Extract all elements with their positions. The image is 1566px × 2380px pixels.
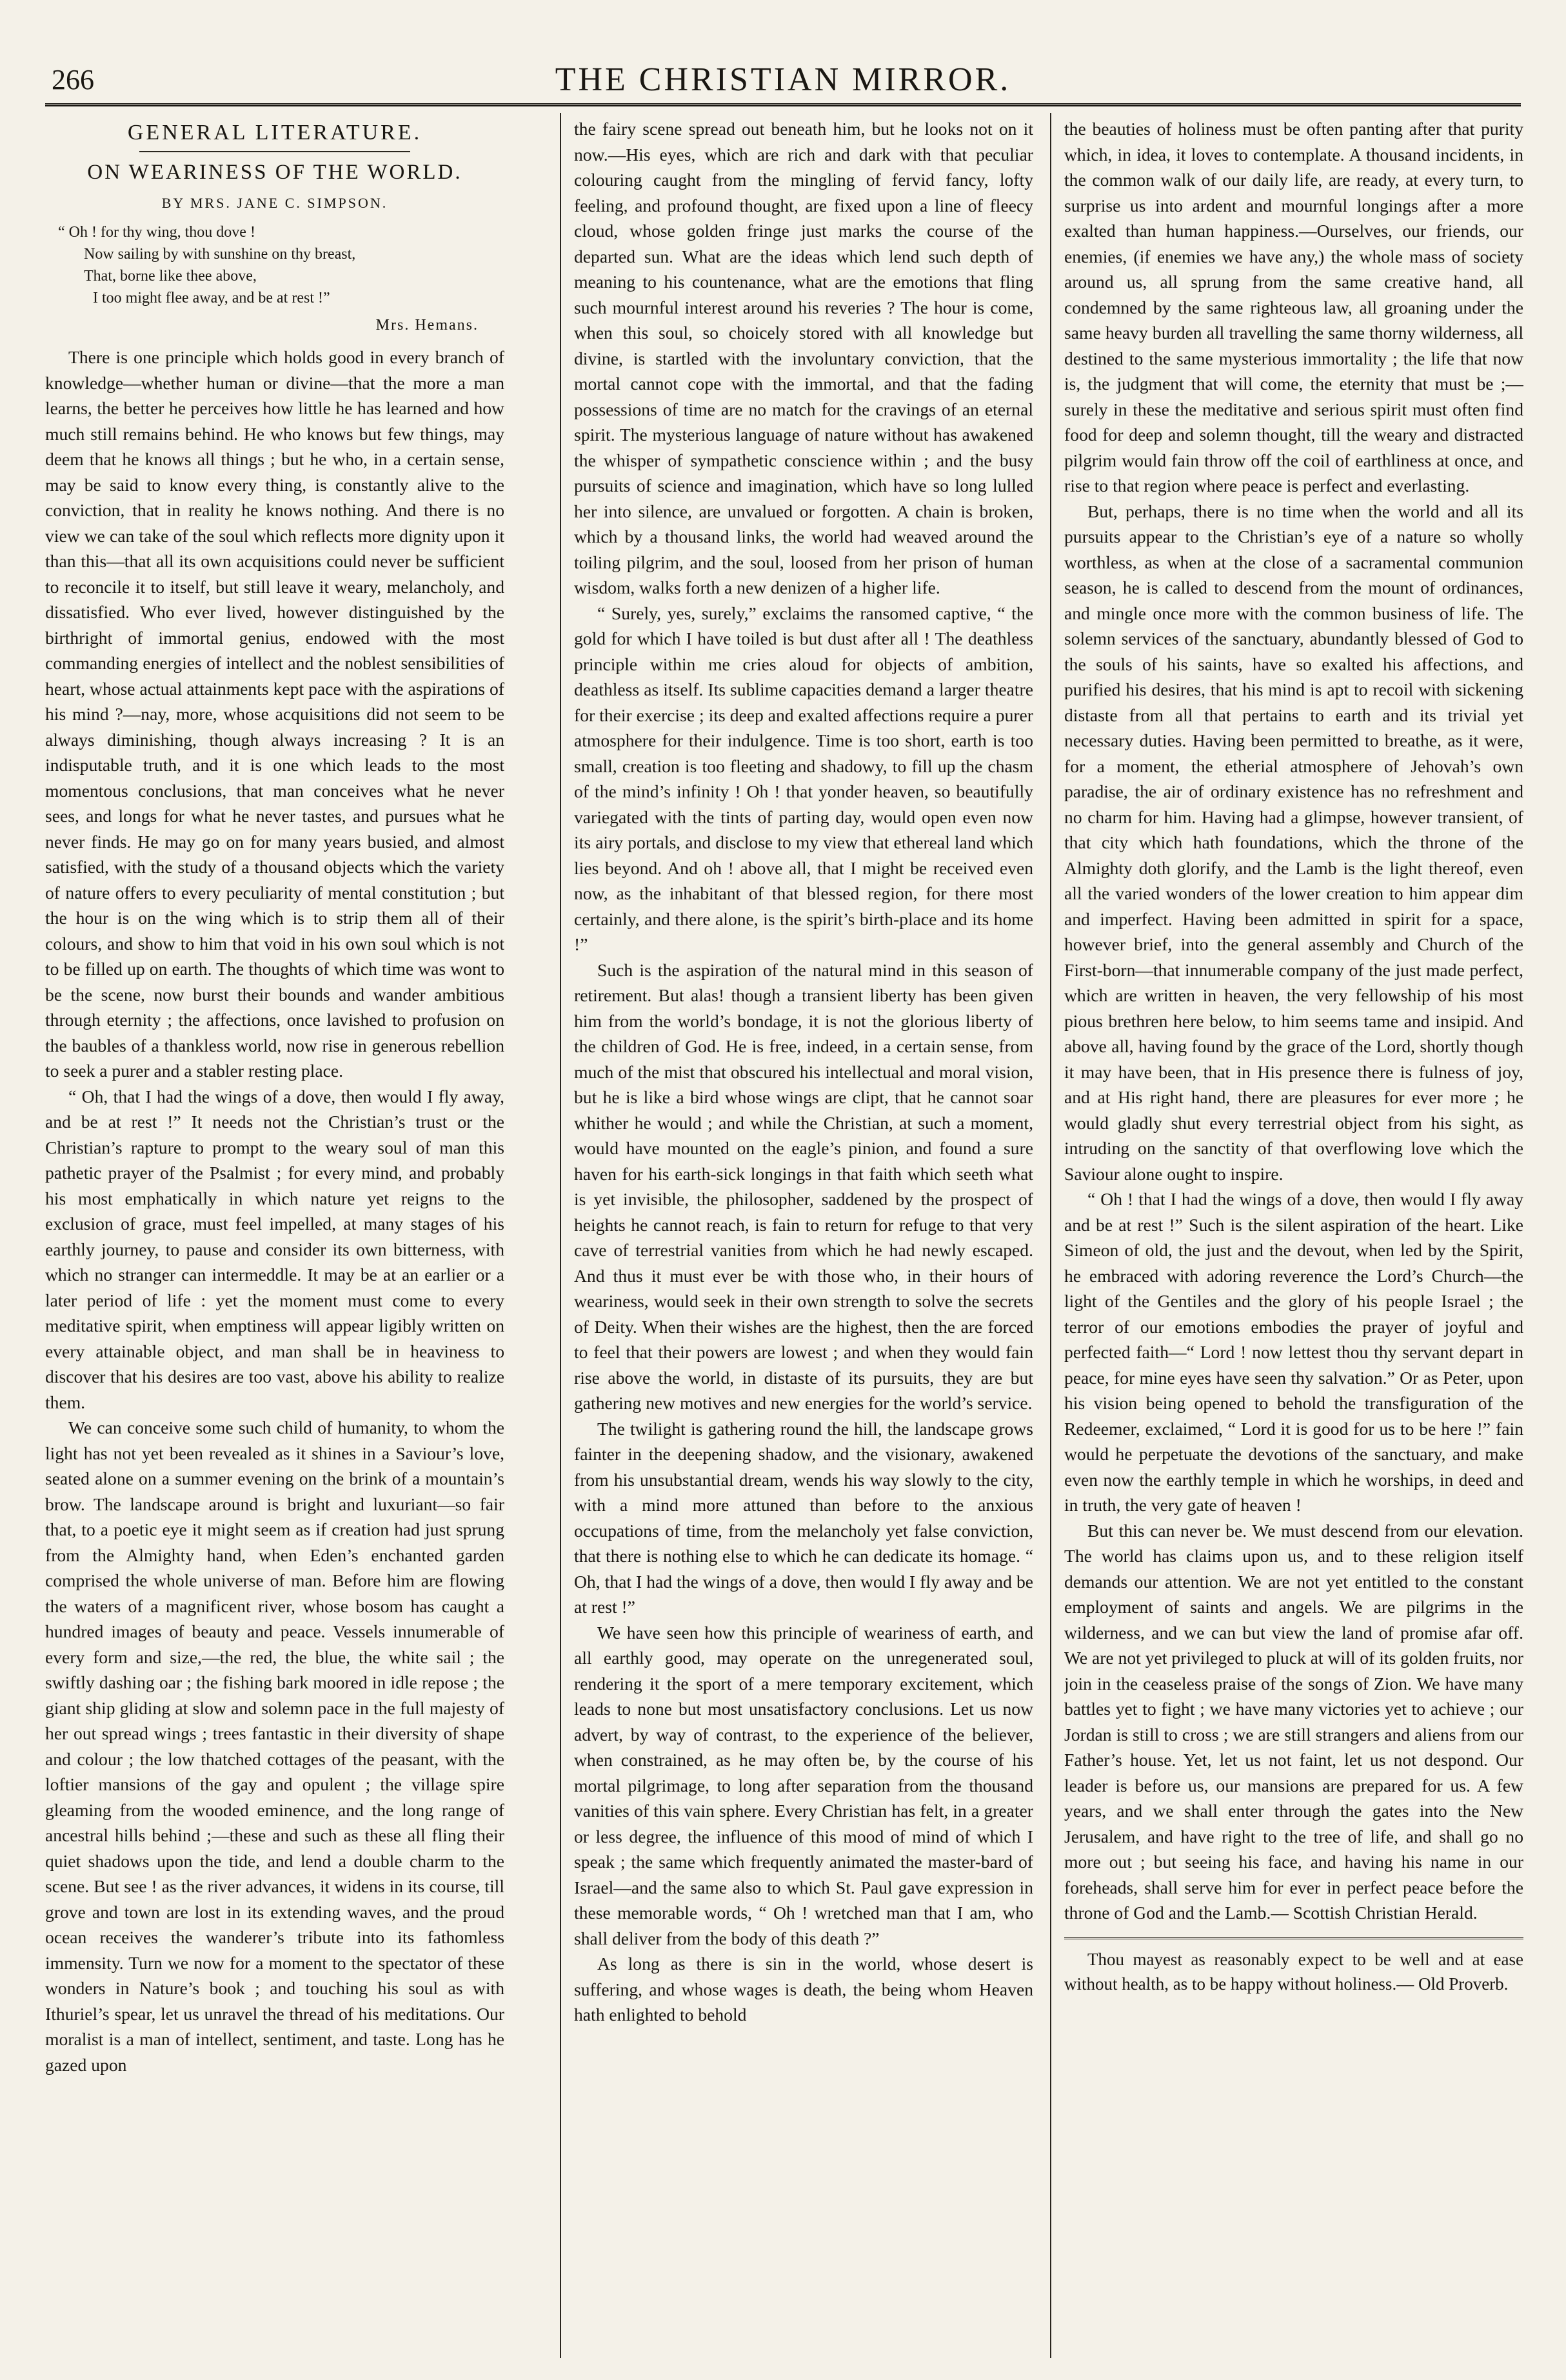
epigraph-verse — [45, 221, 504, 309]
verse-line: “ Oh ! for thy wing, thou dove ! — [58, 223, 255, 241]
verse-line: Now sailing by with sunshine on thy breast, — [84, 245, 356, 263]
column-rule — [560, 113, 561, 2358]
paragraph: the beauties of holiness must be often panting after that purity which, in idea, it loves to contemplate. A thousand incidents, in the common walk of our daily life, are ready, at every turn, to surprise us into ardent and mournful longings after a more exalted than human happiness.—Ourselves, our friends, our enemies, (if enemies we have any,) the whole mass of society around us, all sprung from the same creative hand, all condemned by the same righteous law, all groaning under the same heavy burden all travelling the same thorny wilderness, all destined to the same mysterious immortality ; the life that now is, the judgment that will come, the eternity that must be ;—surely in these the meditative and serious spirit must often find food for deep and solemn thought, till the weary and distracted pilgrim would fain throw off the coil of earthliness at once, and rise to that region where peace is perfect and everlasting. — [1064, 119, 1523, 495]
column-3 — [1064, 116, 1523, 2355]
byline: BY MRS. JANE C. SIMPSON. — [161, 195, 388, 211]
verse-line: I too might flee away, and be at rest !” — [93, 289, 330, 306]
paragraph: Such is the aspiration of the natural mind in this season of retirement. But alas! though a transient liberty has been given him from the world’s bondage, it is not the glorious liberty of the children of God. He is free, indeed, in a certain sense, from much of the mist that obscured his intellectual and moral vision, but he is like a bird whose wings are clipt, that he cannot soar whither he would ; and while the Christian, at such a moment, would have mounted on the eagle’s pinion, and found a sure haven for his earth-sick longings in that faith which seeth what is yet invisible, the philosopher, saddened by the prospect of heights he cannot reach, is fain to return for refuge to that very cave of terrestrial vanities from which he had newly escaped. And thus it must ever be with those who, in their hours of weariness, would seek in their own strength to solve the secrets of Deity. When their wishes are the highest, then the are forced to feel that their powers are lowest ; and when they would fain rise above the world, in distaste of its pursuits, they are but gathering new motives and new energies for the world’s service. — [574, 959, 1033, 1413]
paragraph: We can conceive some such child of humanity, to whom the light has not yet been revealed as it shines in a Saviour’s love, seated alone on a summer evening on the brink of a mountain’s brow. The landscape around is bright and luxuriant—so fair that, to a poetic eye it might seem as if creation had just sprung from the Almighty hand, when Eden’s enchanted garden comprised the whole universe of man. Before him are flowing the waters of a magnificent river, whose bosom has caught a hundred images of beauty and peace. Vessels innumerable of every form and size,—the red, the blue, the white sail ; the swiftly dashing oar ; the fishing bark moored in idle repose ; the giant ship gliding at slow and solemn pace in the full majesty of her out spread wings ; trees fantastic in their diversity of shape and colour ; the low thatched cottages of the peasant, with the loftier mansions of the gay and opulent ; the village spire gleaming from the wooded eminence, and the long range of ancestral hills behind ;—these and such as these all fling their quiet shadows upon the tide, and lend a double charm to the scene. But see ! as the river advances, it widens in its course, till grove and town are lost in its extending waves, and the proud ocean receives the wanderer’s tribute into its fathomless immensity. Turn we now for a moment to the spectator of these wonders in Nature’s book ; and touching his soul as with Ithuriel’s spear, let us unravel the thread of his meditations. Our moralist is a man of intellect, sentiment, and taste. Long has he gazed upon — [45, 1417, 504, 2075]
proverb: Thou mayest as reasonably expect to be well and at ease without health, as to be happy without holiness.— Old Proverb. — [1064, 1949, 1523, 1994]
section-heading: GENERAL LITERATURE. — [127, 121, 422, 145]
paragraph: But, perhaps, there is no time when the world and all its pursuits appear to the Christian’s eye of a nature so wholly worthless, as when at the close of a sacramental communion season, he is called to descend from the mount of ordinances, and mingle once more with the common business of life. The solemn services of the sanctuary, abundantly blessed of God to the souls of his saints, have so exalted his affections, and purified his desires, that his mind is apt to recoil with sickening distaste from all that pertains to earth and its trivial yet necessary duties. Having been permitted to breathe, as it were, for a moment, the etherial atmosphere of Jehovah’s own paradise, the air of ordinary existence has no refreshment and no charm for him. Having had a glimpse, however transient, of that city which hath foundations, which the throne of the Almighty doth glorify, and the Lamb is the light thereof, even all the varied wonders of the lower creation to him appear dim and imperfect. Having been admitted in spirit for a space, however brief, into the general assembly and Church of the First-born—that innumerable company of the just made perfect, which are written in heaven, the very fellowship of his most pious brethren here below, to him seems tame and insipid. And above all, having found by the grace of the Lord, shortly though it may have been, that in His presence there is fulness of joy, and at His right hand, there are pleasures for ever more ; he would gladly shut every terrestrial object from his sight, as intruding on the sanctity of that overflowing love which the Saviour alone ought to inspire. — [1064, 501, 1523, 1184]
paragraph: the fairy scene spread out beneath him, but he looks not on it now.—His eyes, which are rich and dark with that peculiar colouring caught from the mingling of fervid fancy, lofty feeling, and profound thought, are fixed upon a line of fleecy cloud, whose golden fringe just marks the course of the departed sun. What are the ideas which lend such depth of meaning to his countenance, what are the emotions that fling such mournful interest around his reveries ? The hour is come, when this soul, so choicely stored with all knowledge but divine, is startled with the involuntary conviction, that the mortal cannot cope with the immortal, and that the fading possessions of time are no match for the cravings of an eternal spirit. The mysterious language of nature without has awakened the whisper of sympathetic conscience within ; and the busy pursuits of science and imagination, which have so long lulled her into silence, are unvalued or forgotten. A chain is broken, which by a thousand links, the world had weaved around the toiling pilgrim, and the soul, loosed from her prison of human wisdom, walks forth a new denizen of a higher life. — [574, 119, 1033, 597]
article-end-rule — [1064, 1937, 1523, 1939]
page-header — [45, 52, 1521, 103]
paragraph: We have seen how this principle of weariness of earth, and all earthly good, may operate on the unregenerated soul, rendering it the sport of a mere temporary excitement, which leads to none but most unsatisfactory conclusions. Let us now advert, by way of contrast, to the experience of the believer, when constrained, as he may often be, by the course of his mortal pilgrimage, to long after separation from the thousand vanities of this vain sphere. Every Christian has felt, in a greater or less degree, the influence of this mood of mind of which I speak ; the same which frequently animated the master-bard of Israel—and the same also to which St. Paul gave expression in these memorable words, “ Oh ! wretched man that I am, who shall deliver from the body of this death ?” — [574, 1622, 1033, 1948]
verse-attribution: Mrs. Hemans. — [375, 316, 479, 334]
column-2 — [574, 116, 1033, 2355]
paragraph: “ Oh ! that I had the wings of a dove, then would I fly away and be at rest !” Such is the silent aspiration of the heart. Like Simeon of old, the just and the devout, when led by the Spirit, he embraced with adoring reverence the Lord’s Church—the light of the Gentiles and the glory of his people Israel ; the terror of our emotions embodies the prayer of joyful and perfected faith—“ Lord ! now lettest thou thy servant depart in peace, for mine eyes have seen thy salvation.” Or as Peter, upon his vision being opened to behold the transfiguration of the Redeemer, exclaimed, “ Lord it is good for us to be here !” fain would he perpetuate the devotions of the sanctuary, and make even now the earthly temple in which he worships, in deed and in truth, the very gate of heaven ! — [1064, 1189, 1523, 1515]
running-title: THE CHRISTIAN MIRROR. — [555, 61, 1011, 98]
header-rule — [45, 103, 1521, 106]
column-rule — [1050, 113, 1051, 2358]
page-number: 266 — [52, 64, 94, 95]
column-1 — [45, 116, 504, 2355]
paragraph: “ Oh, that I had the wings of a dove, then would I fly away, and be at rest !” It needs not the Christian’s trust or the Christian’s rapture to prompt to the weary soul of man this pathetic prayer of the Psalmist ; for every mind, and probably his most emphatically in which nature yet reigns to the exclusion of grace, must feel impelled, at many stages of his earthly journey, to pause and consider its own bitterness, with which no stranger can intermeddle. It may be at an earlier or a later period of life : yet the moment must come to every meditative spirit, when emptiness will appear ligibly written on every attainable object, and man shall be in heaviness to discover that his desires are too vast, above his ability to realize them. — [45, 1086, 504, 1412]
paragraph: “ Surely, yes, surely,” exclaims the ransomed captive, “ the gold for which I have toiled is but dust after all ! The deathless principle within me cries aloud for objects of ambition, deathless as itself. Its sublime capacities demand a larger theatre for their exercise ; its deep and exalted affections require a purer atmosphere for their indulgence. Time is too short, earth is too small, creation is too fleeting and shadowy, to fill up the chasm of the mind’s infinity ! Oh ! that yonder heaven, so beautifully variegated with the tints of parting day, would open even now its airy portals, and disclose to my view that ethereal land which lies beyond. And oh ! above all, that I might be received even now, as the inhabitant of that blessed region, for there most certainly, and there alone, is the spirit’s birth-place and its home !” — [574, 603, 1033, 954]
verse-line: That, borne like thee above, — [84, 267, 257, 285]
paragraph: But this can never be. We must descend from our elevation. The world has claims upon us, and to these religion itself demands our attention. We are not yet entitled to the constant employment of saints and angels. We are pilgrims in the wilderness, and we can but view the land of promise afar off. We are not yet privileged to pluck at will of its golden fruits, nor join in the ceaseless praise of the songs of Zion. We have many battles yet to fight ; we have many victories yet to achieve ; our Jordan is still to cross ; we are still strangers and aliens from our Father’s house. Yet, let us not faint, let us not despond. Our leader is before us, our mansions are prepared for us. A few years, and we shall enter through the gates into the New Jerusalem, and have right to the tree of life, and shall go no more out ; but seeing his face, and having his name in our foreheads, shall serve him for ever in perfect peace before the throne of God and the Lamb.— Scottish Christian Herald. — [1064, 1520, 1523, 1923]
paragraph: The twilight is gathering round the hill, the landscape grows fainter in the deepening shadow, and the visionary, awakened from his unsubstantial dream, wends his way slowly to the city, with a mind more attuned than before to the anxious occupations of time, from the melancholy yet false conviction, that there is nothing else to which he can dedicate its homage. “ Oh, that I had the wings of a dove, then would I fly away and be at rest !” — [574, 1418, 1033, 1617]
paragraph: There is one principle which holds good in every branch of knowledge—whether human or divine—that the more a man learns, the better he perceives how little he has learned and how much still remains behind. He who knows but few things, may deem that he knows all things ; but he who, in a certain sense, may be said to know every thing, is constantly alive to the conviction, that in reality he knows nothing. And there is no view we can take of the soul which reflects more dignity upon it than this—that all its own acquisitions could never be sufficient to reconcile it to itself, but still leave it weary, melancholy, and dissatisfied. Who ever lived, however distinguished by the birthright of immortal genius, endowed with the most commanding energies of intellect and the noblest sensibilities of heart, whose actual attainments kept pace with the aspirations of his mind ?—nay, more, whose acquisitions did not seem to be always diminishing, though always increasing ? It is an indisputable truth, and it is one which leads to the most momentous conclusions, that man conceives what he never sees, and longs for what he never tastes, and pursues what he never finds. He may go on for many years busied, and almost satisfied, with the study of a thousand objects which the variety of nature offers to every peculiarity of mental constitution ; but the hour is on the wing which is to strip them all of their colours, and show to him that void in his own soul which is not to be filled up on earth. The thoughts of which time was wont to be the scene, now burst their bounds and wander ambitious through eternity ; the affections, once lavished to profusion on the baubles of a thankless world, now rise in generous rebellion to seek a purer and a stabler resting place. — [45, 347, 504, 1081]
article-title: ON WEARINESS OF THE WORLD. — [87, 160, 462, 184]
section-rule — [139, 151, 410, 152]
paragraph: As long as there is sin in the world, whose desert is suffering, and whose wages is death, the being whom Heaven hath enlighted to behold — [574, 1954, 1033, 2025]
